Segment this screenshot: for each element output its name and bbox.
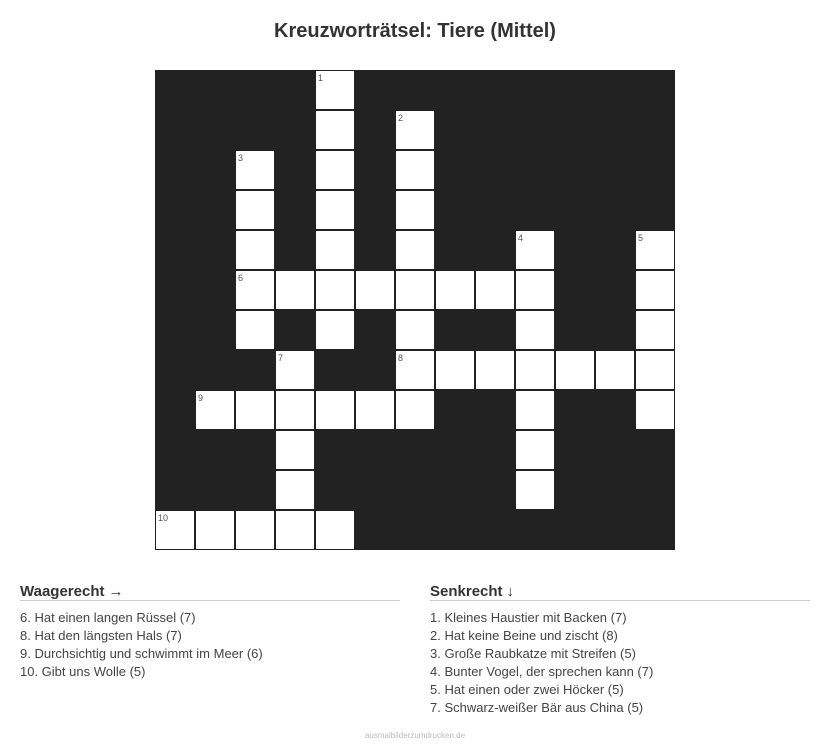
clue-item: 9. Durchsichtig und schwimmt im Meer (6) — [20, 646, 263, 661]
down-heading-label: Senkrecht — [430, 583, 503, 600]
crossword-cell[interactable] — [515, 430, 555, 470]
down-arrow-icon: ↓ — [506, 583, 515, 600]
right-arrow-icon: → — [108, 583, 124, 600]
crossword-cell[interactable] — [235, 150, 275, 190]
crossword-cell[interactable] — [395, 350, 435, 390]
clue-number: 8 — [398, 353, 404, 363]
clue-number: 6 — [238, 273, 244, 283]
down-clues — [430, 583, 810, 717]
crossword-cell[interactable] — [235, 390, 275, 430]
clue-item: 2. Hat keine Beine und zischt (8) — [430, 628, 618, 643]
crossword-cell[interactable] — [395, 150, 435, 190]
crossword-cell[interactable] — [155, 510, 195, 550]
crossword-cell[interactable] — [635, 310, 675, 350]
crossword-cell[interactable] — [235, 270, 275, 310]
crossword-cell[interactable] — [395, 230, 435, 270]
crossword-cell[interactable] — [355, 270, 395, 310]
clue-item: 5. Hat einen oder zwei Höcker (5) — [430, 682, 624, 697]
clue-item: 1. Kleines Haustier mit Backen (7) — [430, 610, 627, 625]
down-clue-list — [430, 609, 810, 717]
crossword-cell[interactable] — [435, 270, 475, 310]
crossword-cell[interactable] — [475, 350, 515, 390]
clue-item: 4. Bunter Vogel, der sprechen kann (7) — [430, 664, 654, 679]
crossword-cell[interactable] — [235, 190, 275, 230]
crossword-cell[interactable] — [435, 350, 475, 390]
across-heading — [20, 583, 400, 601]
crossword-cell[interactable] — [315, 150, 355, 190]
crossword-cell[interactable] — [595, 350, 635, 390]
crossword-cell[interactable] — [315, 310, 355, 350]
crossword-cell[interactable] — [195, 390, 235, 430]
page-title: Kreuzworträtsel: Tiere (Mittel) — [274, 20, 556, 42]
crossword-cell[interactable] — [315, 190, 355, 230]
clue-item: 6. Hat einen langen Rüssel (7) — [20, 610, 196, 625]
clue-item: 8. Hat den längsten Hals (7) — [20, 628, 182, 643]
clue-item: 10. Gibt uns Wolle (5) — [20, 664, 146, 679]
crossword-cell[interactable] — [515, 230, 555, 270]
crossword-cell[interactable] — [635, 350, 675, 390]
clue-item: 3. Große Raubkatze mit Streifen (5) — [430, 646, 636, 661]
clue-number: 5 — [638, 233, 644, 243]
clue-number: 4 — [518, 233, 524, 243]
crossword-cell[interactable] — [395, 390, 435, 430]
crossword-cell[interactable] — [275, 390, 315, 430]
crossword-cell[interactable] — [515, 390, 555, 430]
crossword-cell[interactable] — [635, 230, 675, 270]
crossword-cell[interactable] — [635, 390, 675, 430]
clue-number: 9 — [198, 393, 204, 403]
crossword-cell[interactable] — [195, 510, 235, 550]
clue-item: 7. Schwarz-weißer Bär aus China (5) — [430, 700, 644, 715]
crossword-cell[interactable] — [355, 390, 395, 430]
crossword-cell[interactable] — [275, 510, 315, 550]
crossword-cell[interactable] — [395, 270, 435, 310]
clue-number: 1 — [318, 73, 324, 83]
crossword-cell[interactable] — [275, 350, 315, 390]
crossword-cell[interactable] — [555, 350, 595, 390]
across-clues — [20, 583, 400, 681]
crossword-grid — [155, 70, 675, 550]
clue-number: 10 — [158, 513, 169, 523]
crossword-cell[interactable] — [475, 270, 515, 310]
crossword-cell[interactable] — [315, 510, 355, 550]
crossword-cell[interactable] — [515, 470, 555, 510]
crossword-cell[interactable] — [395, 190, 435, 230]
crossword-cell[interactable] — [275, 430, 315, 470]
crossword-cell[interactable] — [515, 350, 555, 390]
clue-number: 2 — [398, 113, 404, 123]
crossword-cell[interactable] — [635, 270, 675, 310]
crossword-cell[interactable] — [395, 110, 435, 150]
crossword-cell[interactable] — [235, 230, 275, 270]
crossword-cell[interactable] — [235, 510, 275, 550]
crossword-cell[interactable] — [315, 270, 355, 310]
down-heading — [430, 583, 810, 601]
crossword-cell[interactable] — [315, 110, 355, 150]
crossword-cell[interactable] — [315, 230, 355, 270]
crossword-cell[interactable] — [395, 310, 435, 350]
crossword-cell[interactable] — [315, 390, 355, 430]
crossword-cell[interactable] — [515, 310, 555, 350]
crossword-cell[interactable] — [275, 270, 315, 310]
clue-number: 7 — [278, 353, 284, 363]
crossword-cell[interactable] — [515, 270, 555, 310]
crossword-cell[interactable] — [315, 70, 355, 110]
across-heading-label: Waagerecht — [20, 583, 105, 600]
crossword-cell[interactable] — [235, 310, 275, 350]
footer-credit: ausmalbilderzumdrucken.de — [364, 731, 466, 740]
crossword-cell[interactable] — [275, 470, 315, 510]
across-clue-list — [20, 609, 400, 681]
clue-number: 3 — [238, 153, 244, 163]
